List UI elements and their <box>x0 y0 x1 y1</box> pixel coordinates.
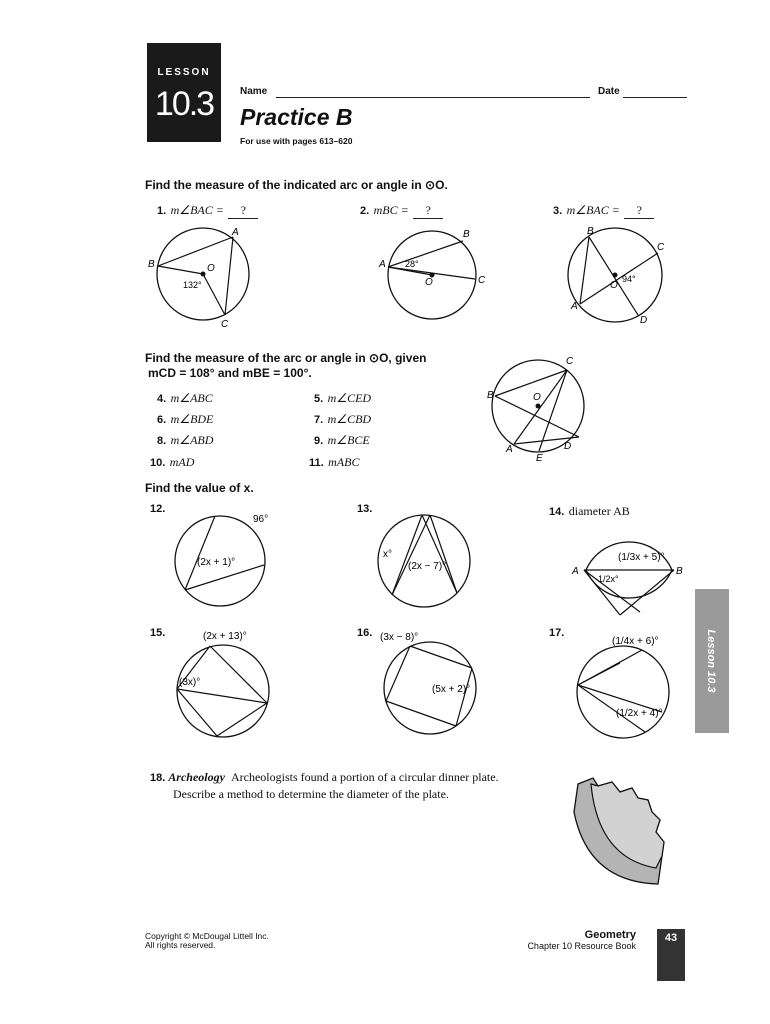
answer-blank: ? <box>413 203 443 219</box>
section2-instruction: Find the measure of the arc or angle in ⊙O, given <box>145 351 427 365</box>
question-text: m∠BDE <box>170 412 214 426</box>
label-b: (3x)° <box>179 677 201 688</box>
problem-line-1: Archeologists found a portion of a circular dinner plate. <box>230 770 499 784</box>
problem-line-2: Describe a method to determine the diameter of the plate. <box>173 787 449 801</box>
question-number: 9. <box>314 435 324 447</box>
question-text: mBC = <box>373 203 409 217</box>
label-d: D <box>640 315 648 326</box>
question-text: m∠ABD <box>170 433 214 447</box>
question-number: 4. <box>157 393 167 405</box>
label-a: x° <box>383 549 392 560</box>
question-number: 11. <box>309 457 324 469</box>
angle-label: 132° <box>183 280 202 290</box>
label-b: B <box>487 390 494 401</box>
question-text: m∠BAC = <box>566 203 620 217</box>
point-b: B <box>676 566 683 577</box>
question-17-number: 17. <box>549 627 565 639</box>
copyright-line-2: All rights reserved. <box>145 940 216 950</box>
figure-12 <box>160 505 280 615</box>
label-a: A <box>379 259 386 270</box>
figure-15 <box>165 625 290 745</box>
book-info <box>500 929 636 951</box>
question-number: 7. <box>314 414 324 426</box>
answer-blank: ? <box>624 203 654 219</box>
label-b: (5x + 2)° <box>432 684 471 695</box>
question-10 <box>150 453 194 471</box>
date-label: Date <box>598 86 620 97</box>
question-number: 2. <box>360 205 370 217</box>
label-b: B <box>463 229 470 240</box>
question-text: diameter AB <box>568 504 630 518</box>
question-12-number: 12. <box>150 503 166 515</box>
figure-2 <box>375 225 495 325</box>
lesson-number: 10.3 <box>154 85 214 123</box>
plate-fragment-image <box>568 772 670 887</box>
question-number: 1. <box>157 205 167 217</box>
copyright <box>145 932 269 950</box>
page-number: 43 <box>664 932 678 944</box>
question-text: m∠BAC = <box>170 203 224 217</box>
label-b: 1/2x° <box>598 574 619 584</box>
label-o: O <box>207 263 215 274</box>
question-number: 6. <box>157 414 167 426</box>
point-a: A <box>572 566 579 577</box>
section2-given <box>148 366 312 380</box>
label-b: B <box>587 226 594 237</box>
question-number: 14. <box>549 506 565 518</box>
page-number-box <box>657 929 685 981</box>
label-a: (1/3x + 5)° <box>618 552 665 563</box>
figure-14 <box>570 530 690 630</box>
page-subtitle: For use with pages 613–620 <box>240 136 353 146</box>
label-e: E <box>536 453 543 464</box>
question-4 <box>157 389 213 407</box>
question-11 <box>309 453 359 471</box>
side-tab <box>695 589 729 733</box>
label-a: A <box>571 301 578 312</box>
label-c: C <box>478 275 486 286</box>
label-o: O <box>533 392 541 403</box>
label-c: C <box>221 319 229 330</box>
label-a: 96° <box>253 514 269 525</box>
question-text: m∠CED <box>327 391 372 405</box>
date-line <box>623 96 687 98</box>
figure-16 <box>376 626 491 741</box>
problem-topic: Archeology <box>168 770 225 784</box>
lesson-badge <box>147 43 221 142</box>
side-tab-label: Lesson 10.3 <box>705 629 717 693</box>
label-b: (2x − 7)° <box>408 561 447 572</box>
figure-section2 <box>484 352 594 464</box>
label-o: O <box>610 280 618 291</box>
section1-instruction: Find the measure of the indicated arc or angle in ⊙O. <box>145 178 448 192</box>
question-text: mABC <box>328 455 360 469</box>
question-number: 3. <box>553 205 563 217</box>
figure-13 <box>372 505 477 615</box>
question-number: 8. <box>157 435 167 447</box>
copyright-line-1: Copyright © McDougal Littell Inc. <box>145 931 269 941</box>
question-2 <box>360 201 443 219</box>
question-text: m∠BCE <box>327 433 370 447</box>
label-b: (2x + 1)° <box>197 557 236 568</box>
lesson-word: LESSON <box>157 67 211 78</box>
question-number: 10. <box>150 457 166 469</box>
label-a: (3x − 8)° <box>380 632 419 643</box>
given-and: and <box>217 366 240 380</box>
angle-label: 28° <box>405 259 419 269</box>
question-text: m∠CBD <box>327 412 372 426</box>
question-1 <box>157 201 258 219</box>
figure-3 <box>560 225 675 330</box>
problem-18 <box>150 769 499 802</box>
figure-17 <box>570 630 685 745</box>
name-label: Name <box>240 86 268 97</box>
name-line <box>276 96 590 98</box>
question-5 <box>314 389 371 407</box>
question-15-number: 15. <box>150 627 166 639</box>
question-13-number: 13. <box>357 503 373 515</box>
question-6 <box>157 410 213 428</box>
question-8 <box>157 431 213 449</box>
question-number: 18. <box>150 772 166 784</box>
figure-1 <box>145 222 265 332</box>
given-cd: mCD = 108° <box>148 366 215 380</box>
question-7 <box>314 410 371 428</box>
label-b: (1/2x + 4)° <box>616 708 663 719</box>
label-d: D <box>564 441 572 452</box>
label-b: B <box>148 259 155 270</box>
question-text: mAD <box>169 455 195 469</box>
angle-label: 94° <box>622 274 636 284</box>
label-a: A <box>506 444 513 455</box>
label-a: A <box>232 227 239 238</box>
book-title: Geometry <box>584 929 636 941</box>
answer-blank: ? <box>228 203 258 219</box>
question-14 <box>549 502 630 520</box>
given-be: mBE = 100°. <box>242 366 312 380</box>
label-c: C <box>657 242 665 253</box>
question-text: m∠ABC <box>170 391 213 405</box>
question-number: 5. <box>314 393 324 405</box>
question-16-number: 16. <box>357 627 373 639</box>
section3-instruction: Find the value of x. <box>145 481 254 495</box>
label-a: (2x + 13)° <box>203 631 247 642</box>
label-o: O <box>425 277 433 288</box>
question-9 <box>314 431 370 449</box>
question-3 <box>553 201 654 219</box>
label-c: C <box>566 356 574 367</box>
label-a: (1/4x + 6)° <box>612 636 659 647</box>
resource-book: Chapter 10 Resource Book <box>527 941 636 951</box>
page-title: Practice B <box>240 104 353 130</box>
